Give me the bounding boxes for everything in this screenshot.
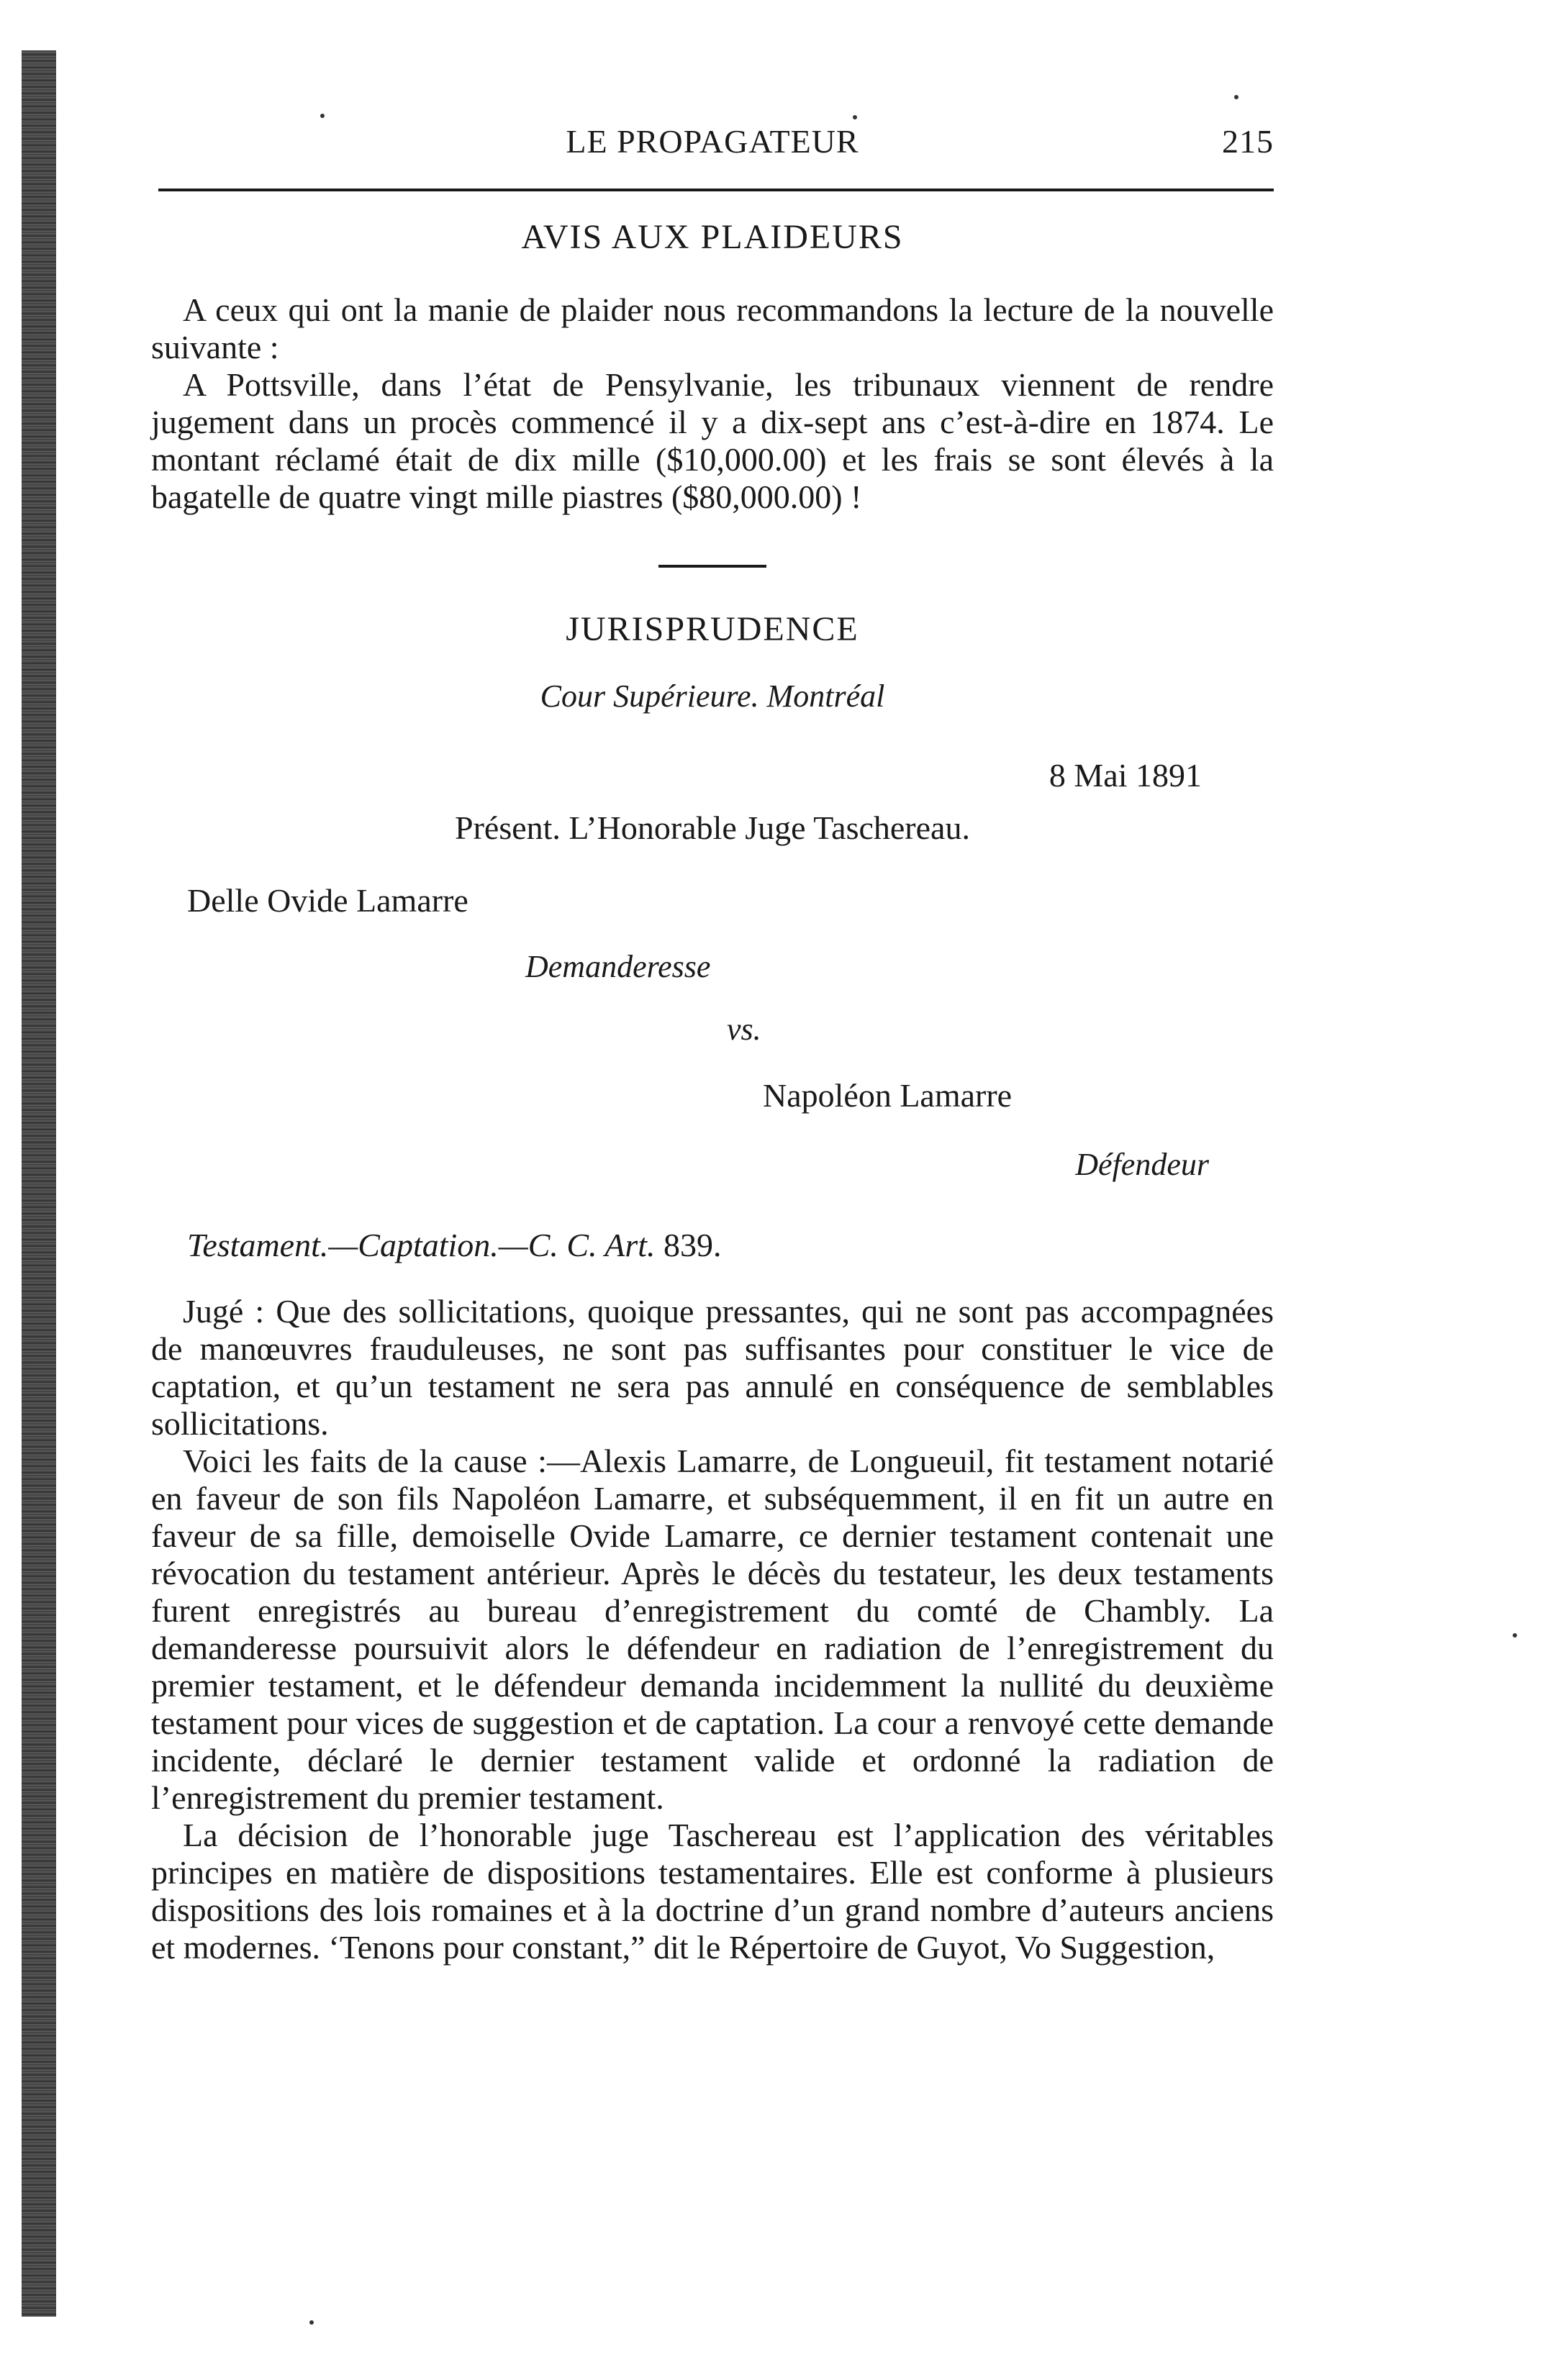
page-number: 215 xyxy=(1222,123,1274,160)
paragraph: A ceux qui ont la manie de plaider nous recommandons la lecture de la nouvelle suivante : xyxy=(151,291,1274,365)
page-binding-edge xyxy=(22,50,56,2317)
section-divider xyxy=(658,565,766,568)
paragraph: Voici les faits de la cause :—Alexis Lamarre, de Longueuil, fit testament notarié en faveur de son fils Napoléon Lamarre, et subséquemment, il en fit un autre en faveur de sa fille, demoiselle Ovide Lamarre, ce dernier testament contenait une révocation du testament antérieur. Après le décès du testateur, les deux testaments furent enregistrés au bureau d’enregistrement du comté de Chambly. La demanderesse poursuivit alors le défendeur en radiation de l’enregistrement du premier testament, et le défendeur demanda incidemment la nullité du deuxième testament pour vices de suggestion et de captation. La cour a renvoyé cette demande incidente, déclaré le dernier testament valide et ordonné la radiation de l’enregistrement du premier testament. xyxy=(151,1443,1274,1816)
plaintiff-name: Delle Ovide Lamarre xyxy=(187,882,468,919)
ink-speck xyxy=(309,2320,314,2325)
versus-label: vs. xyxy=(727,1012,761,1047)
paragraph: Jugé : Que des sollicitations, quoique pressantes, qui ne sont pas accompagnées de manœuvres frauduleuses, ne sont pas suffisantes pour constituer le vice de captation, et qu’un testament ne sera pas annulé en conséquence de semblables sollicitations. xyxy=(151,1293,1274,1442)
book-page xyxy=(151,122,1274,1966)
ink-speck xyxy=(1234,95,1238,99)
court-name: Cour Supérieure. Montréal xyxy=(540,678,885,714)
judgment-body xyxy=(151,1293,1274,1966)
judgment-date: 8 Mai 1891 xyxy=(1049,757,1202,794)
journal-title: LE PROPAGATEUR xyxy=(566,123,859,160)
running-head xyxy=(151,122,1274,173)
section-heading-avis: AVIS AUX PLAIDEURS xyxy=(521,218,904,256)
ink-speck xyxy=(853,115,857,119)
plaintiff-role: Demanderesse xyxy=(525,949,711,984)
case-topic-keywords: Testament.—Captation.—C. C. Art. xyxy=(187,1227,656,1263)
defendant-role: Défendeur xyxy=(1075,1147,1209,1182)
paragraph: La décision de l’honorable juge Taschereau est l’application des véritables principes en matière de dispositions testamentaires. Elle est conforme à plusieurs dispositions des lois romaines et à la doctrine d’un grand nombre d’auteurs anciens et modernes. ‘Tenons pour constant,” dit le Répertoire de Guyot, Vo Suggestion, xyxy=(151,1817,1274,1966)
case-topic-article: 839. xyxy=(663,1227,722,1263)
case-topic xyxy=(151,1226,1274,1264)
paragraph: A Pottsville, dans l’état de Pensylvanie, les tribunaux viennent de rendre jugement dans un procès commencé il y a dix-sept ans c’est-à-dire en 1874. Le montant réclamé était de dix mille ($10,000.00) et les frais se sont élevés à la bagatelle de quatre vingt mille piastres ($80,000.00) ! xyxy=(151,366,1274,515)
presiding-judge: Présent. L’Honorable Juge Taschereau. xyxy=(455,809,970,846)
header-rule xyxy=(158,189,1274,191)
section-heading-jurisprudence: JURISPRUDENCE xyxy=(566,610,859,648)
defendant-name: Napoléon Lamarre xyxy=(763,1077,1013,1114)
ink-speck xyxy=(1513,1633,1517,1638)
ink-speck xyxy=(320,114,325,118)
avis-body xyxy=(151,291,1274,516)
